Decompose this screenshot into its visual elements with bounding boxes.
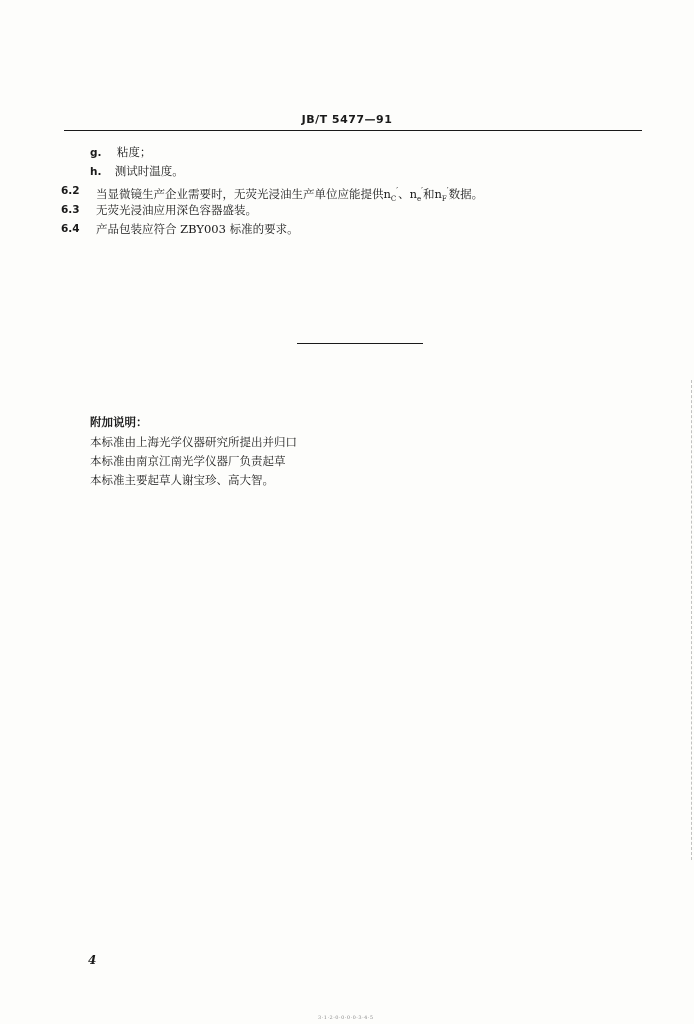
header-rule [64,130,642,131]
list-item-g [90,144,151,161]
additional-note-line: 本标准主要起草人谢宝珍、高大智。 [90,473,274,487]
section-number-6-2: 6.2 [61,185,80,197]
list-item-label: g. [90,147,102,159]
additional-notes-title: 附加说明： [90,415,148,429]
section-text-6-3: 无荧光浸油应用深色容器盛装。 [96,203,257,217]
section-text-tail: 和n [423,186,442,201]
section-text-main: 当显微镜生产企业需要时，无荧光浸油生产单位应能提供n [96,186,391,201]
additional-note-line: 本标准由南京江南光学仪器厂负责起草 [90,454,286,468]
section-text-tail2: 数据。 [448,186,484,201]
scan-edge-artifact [690,380,692,860]
list-item-h [90,163,184,180]
list-item-text: 粘度； [116,145,152,159]
end-of-text-rule [297,343,423,344]
section-number-6-4: 6.4 [61,223,80,235]
page-number: 4 [88,953,97,967]
additional-note-line: 本标准由上海光学仪器研究所提出并归口 [90,435,297,449]
section-text-6-4: 产品包装应符合 ZBY003 标准的要求。 [96,222,299,236]
standard-code: JB/T 5477—91 [301,113,393,126]
list-item-text: 测试时温度。 [114,164,184,178]
footer-mark: 3·1·2·0·0·0·0·3·4·5 [318,1015,374,1021]
list-item-label: h. [90,166,102,178]
section-number-6-3: 6.3 [61,204,80,216]
section-text-6-2: 当显微镜生产企业需要时，无荧光浸油生产单位应能提供$n_C'$、$n_e'$和$n_F'$数据。 [96,186,484,204]
